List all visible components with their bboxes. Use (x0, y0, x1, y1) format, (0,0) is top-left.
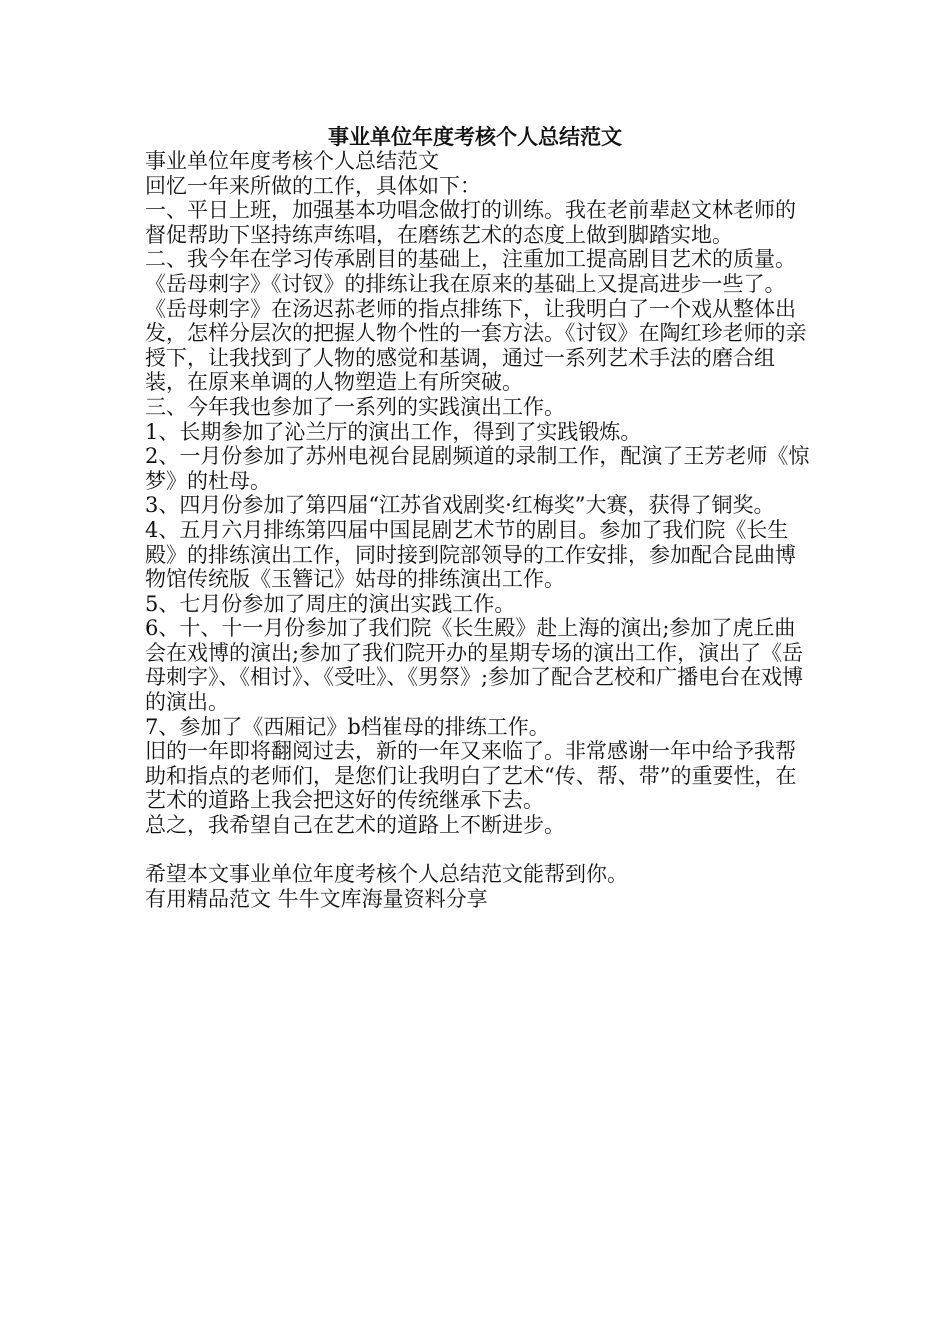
subtitle-line: 事业单位年度考核个人总结范文 (145, 149, 439, 173)
document-body (145, 149, 815, 911)
closing-line-2: 有用精品范文 牛牛文库海量资料分享 (145, 886, 488, 911)
paragraph-conclusion: 总之，我希望自己在艺术的道路上不断进步。 (145, 813, 565, 838)
paragraph-section-3: 三、今年我也参加了一系列的实践演出工作。 (145, 394, 565, 419)
paragraph-thanks: 旧的一年即将翻阅过去，新的一年又来临了。非常感谢一年中给予我帮助和指点的老师们，是您们让我明白了艺术“传、帮、带”的重要性，在艺术的道路上我会把这好的传统继承下去。 (145, 739, 797, 813)
list-item-6: 6、十、十一月份参加了我们院《长生殿》赴上海的演出;参加了虎丘曲会在戏博的演出;参加了我们院开办的星期专场的演出工作，演出了《岳母刺字》、《相讨》、《受吐》、《男祭》;参加了配合艺校和广播电台在戏博的演出。 (145, 616, 804, 715)
list-item-4: 4、五月六月排练第四届中国昆剧艺术节的剧目。参加了我们院《长生殿》的排练演出工作，同时接到院部领导的工作安排，参加配合昆曲博物馆传统版《玉簪记》姑母的排练演出工作。 (145, 517, 796, 592)
document-title: 事业单位年度考核个人总结范文 (328, 124, 622, 149)
blank-line (145, 838, 815, 863)
list-item-3: 3、四月份参加了第四届“江苏省戏剧奖·红梅奖”大赛，获得了铜奖。 (145, 493, 775, 518)
paragraph-section-1: 一、平日上班，加强基本功唱念做打的训练。我在老前辈赵文林老师的督促帮助下坚持练声练唱，在磨练艺术的态度上做到脚踏实地。 (145, 198, 796, 247)
list-item-2: 2、一月份参加了苏州电视台昆剧频道的录制工作，配演了王芳老师《惊梦》的杜母。 (145, 444, 810, 493)
closing-line-1: 希望本文事业单位年度考核个人总结范文能帮到你。 (145, 862, 628, 887)
paragraph-repertoire: 《岳母刺字》《讨钗》的排练让我在原来的基础上又提高进步一些了。《岳母刺字》在汤迟荪老师的指点排练下，让我明白了一个戏从整体出发，怎样分层次的把握人物个性的一套方法。《讨钗》在陶红珍老师的亲授下，让我找到了人物的感觉和基调，通过一系列艺术手法的磨合组装，在原来单调的人物塑造上有所突破。 (145, 271, 807, 395)
paragraph-section-2: 二、我今年在学习传承剧目的基础上，注重加工提高剧目艺术的质量。 (145, 247, 796, 272)
list-item-1: 1、长期参加了沁兰厅的演出工作，得到了实践锻炼。 (145, 419, 642, 444)
intro-paragraph: 回忆一年来所做的工作，具体如下： (145, 173, 481, 198)
list-item-7: 7、参加了《西厢记》b档崔母的排练工作。 (145, 714, 550, 739)
list-item-5: 5、七月份参加了周庄的演出实践工作。 (145, 591, 516, 616)
